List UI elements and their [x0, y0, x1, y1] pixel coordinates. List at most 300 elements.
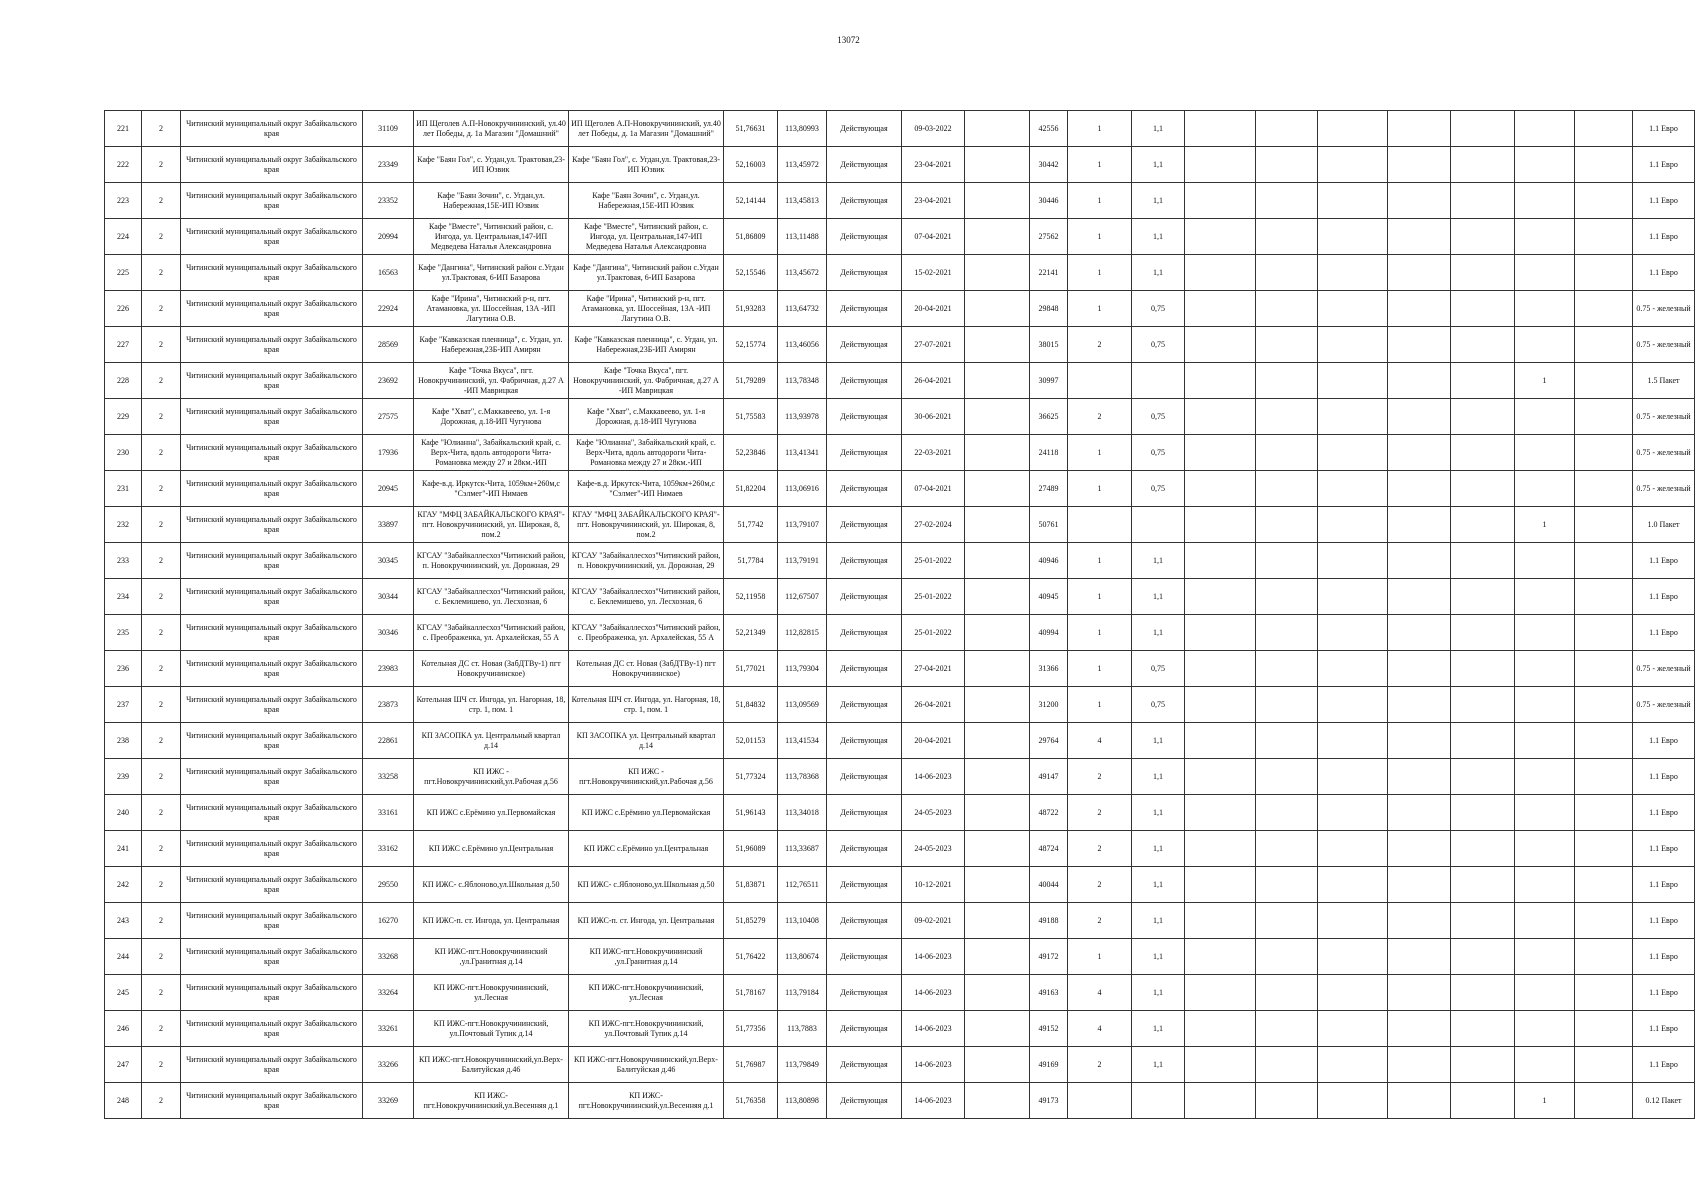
- longitude: 113,64732: [778, 291, 827, 327]
- container-type: 1.1 Евро: [1633, 219, 1695, 255]
- record-code: 24118: [1030, 435, 1068, 471]
- date: 07-04-2021: [902, 471, 965, 507]
- empty-cell: [965, 651, 1030, 687]
- empty-cell: [1388, 903, 1451, 939]
- date: 25-01-2022: [902, 615, 965, 651]
- status: Действующая: [827, 687, 902, 723]
- empty-cell: [1185, 147, 1256, 183]
- empty-cell: [1388, 291, 1451, 327]
- empty-cell: [1318, 579, 1388, 615]
- record-code: 36625: [1030, 399, 1068, 435]
- empty-cell: [1388, 111, 1451, 147]
- site-id: 29550: [363, 867, 414, 903]
- empty-cell: [1451, 975, 1515, 1011]
- site-address: Кафе "Вместе", Читинский район, с. Ингода, ул. Центральная,147-ИП Медведева Наталья Александровна: [414, 219, 569, 255]
- container-count: [1068, 1083, 1132, 1119]
- container-type: 0.75 - железный: [1633, 651, 1695, 687]
- district-name: Читинский муниципальный округ Забайкальского края: [181, 795, 363, 831]
- status: Действующая: [827, 543, 902, 579]
- empty-cell: [1575, 543, 1633, 579]
- container-count: 1: [1068, 687, 1132, 723]
- site-id: 30345: [363, 543, 414, 579]
- empty-cell: [1451, 615, 1515, 651]
- package-count: [1515, 147, 1575, 183]
- empty-cell: [965, 255, 1030, 291]
- district-name: Читинский муниципальный округ Забайкальского края: [181, 903, 363, 939]
- empty-cell: [1451, 183, 1515, 219]
- date: 14-06-2023: [902, 1047, 965, 1083]
- empty-cell: [1256, 255, 1318, 291]
- row-number: 240: [105, 795, 142, 831]
- row-number: 236: [105, 651, 142, 687]
- date: 14-06-2023: [902, 1083, 965, 1119]
- empty-cell: [1256, 219, 1318, 255]
- container-type: 1.0 Пакет: [1633, 507, 1695, 543]
- empty-cell: [1185, 291, 1256, 327]
- latitude: 52,14144: [724, 183, 778, 219]
- empty-cell: [1256, 327, 1318, 363]
- longitude: 113,45672: [778, 255, 827, 291]
- date: 10-12-2021: [902, 867, 965, 903]
- site-address: КГСАУ "Забайкаллесхоз"Читинский район, п. Новокручининский, ул. Дорожная, 29: [414, 543, 569, 579]
- row-number: 245: [105, 975, 142, 1011]
- district-name: Читинский муниципальный округ Забайкальского края: [181, 471, 363, 507]
- empty-cell: [1256, 903, 1318, 939]
- package-count: [1515, 327, 1575, 363]
- site-id: 33897: [363, 507, 414, 543]
- longitude: 113,80898: [778, 1083, 827, 1119]
- record-code: 49188: [1030, 903, 1068, 939]
- latitude: 51,77356: [724, 1011, 778, 1047]
- table-row: [105, 363, 1695, 399]
- empty-cell: [1451, 147, 1515, 183]
- page-number: 13072: [837, 35, 860, 45]
- empty-cell: [1451, 759, 1515, 795]
- container-type: 1.1 Евро: [1633, 615, 1695, 651]
- empty-cell: [1318, 795, 1388, 831]
- container-type: 0.75 - железный: [1633, 471, 1695, 507]
- empty-cell: [965, 543, 1030, 579]
- empty-cell: [1256, 1011, 1318, 1047]
- record-code: 30442: [1030, 147, 1068, 183]
- container-volume: 1,1: [1132, 975, 1185, 1011]
- status: Действующая: [827, 507, 902, 543]
- row-number: 238: [105, 723, 142, 759]
- empty-cell: [1575, 795, 1633, 831]
- empty-cell: [1256, 507, 1318, 543]
- empty-cell: [1185, 1083, 1256, 1119]
- date: 26-04-2021: [902, 363, 965, 399]
- empty-cell: [1318, 435, 1388, 471]
- status: Действующая: [827, 579, 902, 615]
- category-code: 2: [142, 615, 181, 651]
- empty-cell: [1451, 687, 1515, 723]
- container-volume: 1,1: [1132, 183, 1185, 219]
- empty-cell: [1388, 975, 1451, 1011]
- latitude: 51,7784: [724, 543, 778, 579]
- record-code: 49147: [1030, 759, 1068, 795]
- container-type: 0.75 - железный: [1633, 687, 1695, 723]
- empty-cell: [1451, 723, 1515, 759]
- container-count: 2: [1068, 759, 1132, 795]
- empty-cell: [1256, 111, 1318, 147]
- site-id: 23349: [363, 147, 414, 183]
- site-address: Кафе-в.д. Иркутск-Чита, 1059км+260м,с "Сэлмег"-ИП Нимаев: [414, 471, 569, 507]
- site-id: 33161: [363, 795, 414, 831]
- site-address: Кафе "Ирина", Читинский р-н, пгт. Атамановка, ул. Шоссейная, 13А -ИП Лагутина О.В.: [414, 291, 569, 327]
- latitude: 51,82204: [724, 471, 778, 507]
- category-code: 2: [142, 399, 181, 435]
- container-count: 1: [1068, 435, 1132, 471]
- container-count: 1: [1068, 579, 1132, 615]
- date: 25-01-2022: [902, 543, 965, 579]
- longitude: 113,7883: [778, 1011, 827, 1047]
- record-code: 30446: [1030, 183, 1068, 219]
- record-code: 31366: [1030, 651, 1068, 687]
- empty-cell: [1256, 975, 1318, 1011]
- package-count: [1515, 111, 1575, 147]
- site-id: 33261: [363, 1011, 414, 1047]
- container-type: 1.1 Евро: [1633, 723, 1695, 759]
- package-count: [1515, 687, 1575, 723]
- container-volume: [1132, 507, 1185, 543]
- empty-cell: [1256, 579, 1318, 615]
- category-code: 2: [142, 471, 181, 507]
- container-count: 1: [1068, 219, 1132, 255]
- empty-cell: [1318, 975, 1388, 1011]
- empty-cell: [1388, 579, 1451, 615]
- package-count: 1: [1515, 1083, 1575, 1119]
- registry-table: [104, 110, 1695, 1119]
- empty-cell: [965, 471, 1030, 507]
- status: Действующая: [827, 831, 902, 867]
- empty-cell: [1388, 759, 1451, 795]
- latitude: 51,75583: [724, 399, 778, 435]
- district-name: Читинский муниципальный округ Забайкальского края: [181, 1083, 363, 1119]
- site-address: Кафе "Дангина", Читинский район с.Угдан ул.Трактовая, 6-ИП Базарова: [414, 255, 569, 291]
- container-type: 1.1 Евро: [1633, 255, 1695, 291]
- latitude: 52,21349: [724, 615, 778, 651]
- district-name: Читинский муниципальный округ Забайкальского края: [181, 867, 363, 903]
- status: Действующая: [827, 651, 902, 687]
- record-code: 22141: [1030, 255, 1068, 291]
- site-id: 16563: [363, 255, 414, 291]
- table-row: [105, 471, 1695, 507]
- longitude: 113,79191: [778, 543, 827, 579]
- latitude: 51,96143: [724, 795, 778, 831]
- empty-cell: [1575, 1083, 1633, 1119]
- table-row: [105, 723, 1695, 759]
- category-code: 2: [142, 291, 181, 327]
- record-code: 27489: [1030, 471, 1068, 507]
- empty-cell: [1388, 651, 1451, 687]
- district-name: Читинский муниципальный округ Забайкальского края: [181, 507, 363, 543]
- empty-cell: [1185, 543, 1256, 579]
- empty-cell: [1451, 543, 1515, 579]
- empty-cell: [1575, 147, 1633, 183]
- table-row: [105, 795, 1695, 831]
- status: Действующая: [827, 1011, 902, 1047]
- district-name: Читинский муниципальный округ Забайкальского края: [181, 831, 363, 867]
- record-code: 30997: [1030, 363, 1068, 399]
- district-name: Читинский муниципальный округ Забайкальского края: [181, 111, 363, 147]
- empty-cell: [1451, 219, 1515, 255]
- empty-cell: [1451, 255, 1515, 291]
- empty-cell: [1318, 1083, 1388, 1119]
- container-type: 1.1 Евро: [1633, 111, 1695, 147]
- date: 07-04-2021: [902, 219, 965, 255]
- empty-cell: [1575, 939, 1633, 975]
- package-count: [1515, 183, 1575, 219]
- district-name: Читинский муниципальный округ Забайкальского края: [181, 615, 363, 651]
- package-count: [1515, 255, 1575, 291]
- site-id: 22924: [363, 291, 414, 327]
- package-count: [1515, 939, 1575, 975]
- empty-cell: [1185, 1047, 1256, 1083]
- district-name: Читинский муниципальный округ Забайкальского края: [181, 759, 363, 795]
- empty-cell: [965, 291, 1030, 327]
- empty-cell: [1256, 363, 1318, 399]
- longitude: 113,79107: [778, 507, 827, 543]
- empty-cell: [1185, 651, 1256, 687]
- date: 23-04-2021: [902, 147, 965, 183]
- package-count: [1515, 219, 1575, 255]
- package-count: [1515, 579, 1575, 615]
- row-number: 233: [105, 543, 142, 579]
- empty-cell: [1185, 867, 1256, 903]
- site-address-duplicate: КГСАУ "Забайкаллесхоз"Читинский район, п. Новокручининский, ул. Дорожная, 29: [569, 543, 724, 579]
- container-count: 2: [1068, 867, 1132, 903]
- empty-cell: [965, 147, 1030, 183]
- empty-cell: [965, 795, 1030, 831]
- longitude: 113,80674: [778, 939, 827, 975]
- empty-cell: [965, 219, 1030, 255]
- longitude: 113,79304: [778, 651, 827, 687]
- empty-cell: [965, 723, 1030, 759]
- site-id: 17936: [363, 435, 414, 471]
- container-type: 1.1 Евро: [1633, 795, 1695, 831]
- empty-cell: [1256, 939, 1318, 975]
- container-volume: 0,75: [1132, 435, 1185, 471]
- category-code: 2: [142, 327, 181, 363]
- date: 27-02-2024: [902, 507, 965, 543]
- district-name: Читинский муниципальный округ Забайкальского края: [181, 435, 363, 471]
- empty-cell: [1256, 291, 1318, 327]
- empty-cell: [1318, 291, 1388, 327]
- empty-cell: [1318, 327, 1388, 363]
- empty-cell: [1185, 939, 1256, 975]
- site-address-duplicate: КП ИЖС-пгт.Новокручининский,ул.Верх-Балитуйская д.46: [569, 1047, 724, 1083]
- site-id: 33264: [363, 975, 414, 1011]
- latitude: 51,85279: [724, 903, 778, 939]
- district-name: Читинский муниципальный округ Забайкальского края: [181, 543, 363, 579]
- empty-cell: [1256, 651, 1318, 687]
- empty-cell: [965, 903, 1030, 939]
- status: Действующая: [827, 183, 902, 219]
- empty-cell: [1575, 867, 1633, 903]
- longitude: 113,10408: [778, 903, 827, 939]
- row-number: 243: [105, 903, 142, 939]
- category-code: 2: [142, 1083, 181, 1119]
- container-count: 2: [1068, 327, 1132, 363]
- empty-cell: [1575, 615, 1633, 651]
- container-count: 4: [1068, 1011, 1132, 1047]
- empty-cell: [1575, 435, 1633, 471]
- site-address-duplicate: Кафе "Кавказская пленница", с. Угдан, ул. Набережная,23Б-ИП Амирян: [569, 327, 724, 363]
- table-row: [105, 111, 1695, 147]
- longitude: 113,46056: [778, 327, 827, 363]
- status: Действующая: [827, 399, 902, 435]
- record-code: 38015: [1030, 327, 1068, 363]
- empty-cell: [965, 1083, 1030, 1119]
- site-address: Кафе "Баян Гол", с. Угдан,ул. Трактовая,23-ИП Юзвик: [414, 147, 569, 183]
- date: 14-06-2023: [902, 759, 965, 795]
- longitude: 113,78368: [778, 759, 827, 795]
- site-address: КП ИЖС-пгт.Новокручининский,ул.Весенняя д.1: [414, 1083, 569, 1119]
- empty-cell: [1451, 363, 1515, 399]
- empty-cell: [1185, 759, 1256, 795]
- empty-cell: [1451, 651, 1515, 687]
- category-code: 2: [142, 363, 181, 399]
- empty-cell: [1318, 255, 1388, 291]
- package-count: 1: [1515, 363, 1575, 399]
- empty-cell: [1388, 1011, 1451, 1047]
- container-count: [1068, 507, 1132, 543]
- site-address: КП ИЖС-пгт.Новокручининский ,ул.Гранитная д.14: [414, 939, 569, 975]
- longitude: 113,93978: [778, 399, 827, 435]
- longitude: 112,76511: [778, 867, 827, 903]
- site-id: 20945: [363, 471, 414, 507]
- record-code: 49172: [1030, 939, 1068, 975]
- site-id: 23692: [363, 363, 414, 399]
- table-row: [105, 579, 1695, 615]
- row-number: 230: [105, 435, 142, 471]
- empty-cell: [1451, 579, 1515, 615]
- container-count: 2: [1068, 831, 1132, 867]
- site-id: 33162: [363, 831, 414, 867]
- empty-cell: [1575, 687, 1633, 723]
- container-count: 4: [1068, 723, 1132, 759]
- site-id: 23352: [363, 183, 414, 219]
- site-id: 20994: [363, 219, 414, 255]
- date: 23-04-2021: [902, 183, 965, 219]
- table-row: [105, 183, 1695, 219]
- site-address: КП ИЖС - пгт.Новокручининский,ул.Рабочая д.56: [414, 759, 569, 795]
- date: 20-04-2021: [902, 291, 965, 327]
- site-address: КГСАУ "Забайкаллесхоз"Читинский район, с. Преображенка, ул. Архалейская, 55 А: [414, 615, 569, 651]
- site-address: ИП Щеголев А.П-Новокручининский, ул.40 лет Победы, д. 1а Магазин "Домашний": [414, 111, 569, 147]
- site-address: КГСАУ "Забайкаллесхоз"Читинский район, с. Беклемишево, ул. Лесхозная, 6: [414, 579, 569, 615]
- date: 30-06-2021: [902, 399, 965, 435]
- table-row: [105, 399, 1695, 435]
- container-volume: 1,1: [1132, 723, 1185, 759]
- package-count: [1515, 759, 1575, 795]
- container-volume: [1132, 363, 1185, 399]
- empty-cell: [965, 363, 1030, 399]
- status: Действующая: [827, 471, 902, 507]
- site-address-duplicate: Кафе "Хват", с.Маккавеево, ул. 1-я Дорожная, д.18-ИП Чугунова: [569, 399, 724, 435]
- latitude: 52,15774: [724, 327, 778, 363]
- container-type: 1.1 Евро: [1633, 903, 1695, 939]
- longitude: 113,45813: [778, 183, 827, 219]
- container-count: 1: [1068, 111, 1132, 147]
- status: Действующая: [827, 327, 902, 363]
- record-code: 40994: [1030, 615, 1068, 651]
- container-volume: 0,75: [1132, 291, 1185, 327]
- row-number: 225: [105, 255, 142, 291]
- container-volume: 0,75: [1132, 651, 1185, 687]
- row-number: 227: [105, 327, 142, 363]
- container-type: 1.1 Евро: [1633, 975, 1695, 1011]
- row-number: 247: [105, 1047, 142, 1083]
- empty-cell: [1388, 831, 1451, 867]
- site-address: Кафе "Баян Зочин", с. Угдан,ул. Набережная,15Е-ИП Юзвик: [414, 183, 569, 219]
- site-address: КП ИЖС-пгт.Новокручининский,ул.Верх-Балитуйская д.46: [414, 1047, 569, 1083]
- empty-cell: [965, 579, 1030, 615]
- row-number: 226: [105, 291, 142, 327]
- container-count: 2: [1068, 795, 1132, 831]
- site-id: 23873: [363, 687, 414, 723]
- package-count: [1515, 399, 1575, 435]
- site-address-duplicate: КГСАУ "Забайкаллесхоз"Читинский район, с. Преображенка, ул. Архалейская, 55 А: [569, 615, 724, 651]
- category-code: 2: [142, 687, 181, 723]
- empty-cell: [1451, 327, 1515, 363]
- district-name: Читинский муниципальный округ Забайкальского края: [181, 687, 363, 723]
- empty-cell: [1256, 1083, 1318, 1119]
- site-address-duplicate: Кафе "Баян Зочин", с. Угдан,ул. Набережная,15Е-ИП Юзвик: [569, 183, 724, 219]
- category-code: 2: [142, 1011, 181, 1047]
- container-type: 0.75 - железный: [1633, 291, 1695, 327]
- status: Действующая: [827, 147, 902, 183]
- date: 26-04-2021: [902, 687, 965, 723]
- site-address-duplicate: КГАУ "МФЦ ЗАБАЙКАЛЬСКОГО КРАЯ"-пгт. Новокручининский, ул. Широкая, 8, пом.2: [569, 507, 724, 543]
- category-code: 2: [142, 759, 181, 795]
- site-address: КГАУ "МФЦ ЗАБАЙКАЛЬСКОГО КРАЯ"-пгт. Новокручининский, ул. Широкая, 8, пом.2: [414, 507, 569, 543]
- latitude: 51,83871: [724, 867, 778, 903]
- date: 15-02-2021: [902, 255, 965, 291]
- site-id: 33269: [363, 1083, 414, 1119]
- row-number: 224: [105, 219, 142, 255]
- empty-cell: [1388, 723, 1451, 759]
- status: Действующая: [827, 939, 902, 975]
- empty-cell: [965, 1011, 1030, 1047]
- status: Действующая: [827, 219, 902, 255]
- empty-cell: [1575, 327, 1633, 363]
- empty-cell: [965, 831, 1030, 867]
- category-code: 2: [142, 939, 181, 975]
- category-code: 2: [142, 543, 181, 579]
- site-address-duplicate: Котельная ШЧ ст. Ингода, ул. Нагорная, 18, стр. 1, пом. 1: [569, 687, 724, 723]
- empty-cell: [1575, 1011, 1633, 1047]
- longitude: 113,34018: [778, 795, 827, 831]
- category-code: 2: [142, 867, 181, 903]
- category-code: 2: [142, 723, 181, 759]
- empty-cell: [1318, 111, 1388, 147]
- container-volume: 1,1: [1132, 579, 1185, 615]
- container-volume: 1,1: [1132, 1011, 1185, 1047]
- longitude: 113,09569: [778, 687, 827, 723]
- site-id: 27575: [363, 399, 414, 435]
- district-name: Читинский муниципальный округ Забайкальского края: [181, 147, 363, 183]
- category-code: 2: [142, 903, 181, 939]
- longitude: 113,79849: [778, 1047, 827, 1083]
- empty-cell: [1318, 399, 1388, 435]
- site-address-duplicate: Кафе "Ирина", Читинский р-н, пгт. Атамановка, ул. Шоссейная, 13А -ИП Лагутина О.В.: [569, 291, 724, 327]
- latitude: 51,76987: [724, 1047, 778, 1083]
- status: Действующая: [827, 867, 902, 903]
- table-row: [105, 1083, 1695, 1119]
- site-address: КП ИЖС-пгт.Новокручининский, ул.Лесная: [414, 975, 569, 1011]
